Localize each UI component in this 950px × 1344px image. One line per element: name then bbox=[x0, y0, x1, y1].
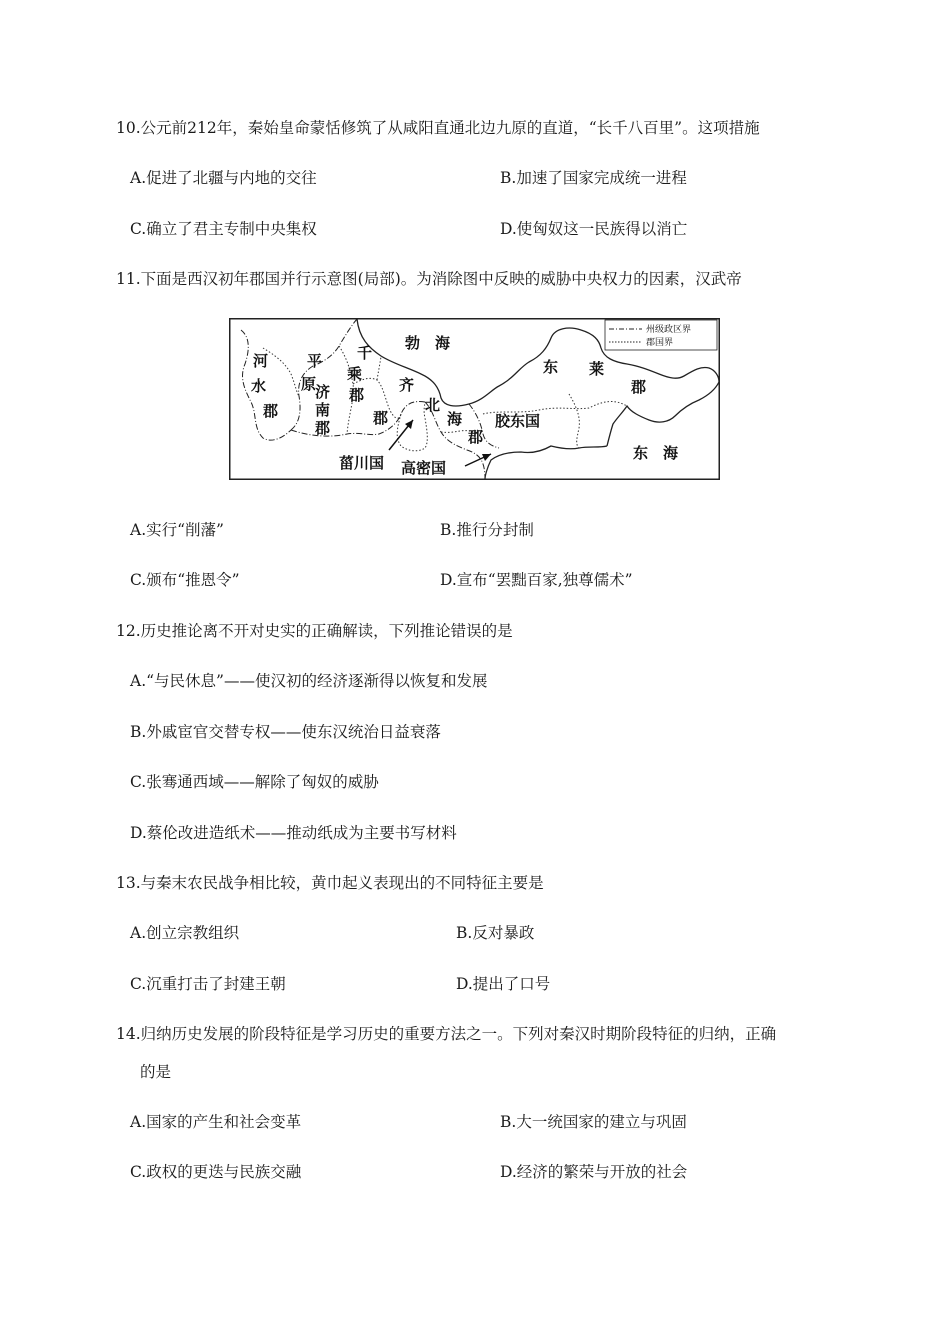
label-cheng: 乘 bbox=[347, 365, 363, 383]
label-jiaodong: 胶东国 bbox=[495, 412, 541, 430]
label-jun-c: 郡 bbox=[373, 409, 389, 427]
question-12-option-c[interactable]: C.张骞通西域——解除了匈奴的威胁 bbox=[130, 773, 379, 791]
legend-state-boundary: 州级政区界 bbox=[646, 325, 692, 335]
label-donghai: 东 海 bbox=[633, 444, 679, 462]
label-qian: 千 bbox=[357, 344, 373, 362]
question-11-option-c[interactable]: C.颁布“推恩令” bbox=[130, 571, 240, 589]
label-ping: 平 bbox=[307, 352, 323, 370]
label-gaomi: 高密国 bbox=[401, 459, 447, 477]
question-12-stem: 12.历史推论离不开对史实的正确解读，下列推论错误的是 bbox=[116, 622, 513, 640]
question-14-option-a[interactable]: A.国家的产生和社会变革 bbox=[130, 1113, 302, 1131]
label-jun-d: 郡 bbox=[468, 428, 484, 446]
label-qi: 齐 bbox=[399, 376, 415, 394]
question-13-option-a[interactable]: A.创立宗教组织 bbox=[130, 924, 240, 942]
question-11-option-a[interactable]: A.实行“削藩” bbox=[130, 521, 224, 539]
label-jun-a: 郡 bbox=[263, 402, 279, 420]
question-14-stem-cont: 的是 bbox=[140, 1063, 172, 1081]
question-13-option-b[interactable]: B.反对暴政 bbox=[456, 924, 535, 942]
question-11-option-d[interactable]: D.宣布“罢黜百家,独尊儒术” bbox=[440, 571, 633, 589]
question-10-stem: 10.公元前212年，秦始皇命蒙恬修筑了从咸阳直通北边九原的直道，“长千八百里”。这项措施 bbox=[116, 119, 760, 137]
label-jun-e: 郡 bbox=[631, 378, 647, 396]
label-donglai-2: 莱 bbox=[589, 360, 605, 378]
question-12-option-a[interactable]: A.“与民休息”——使汉初的经济逐渐得以恢复和发展 bbox=[130, 672, 488, 690]
label-donglai-1: 东 bbox=[543, 358, 559, 376]
legend-commandery-boundary: 郡国界 bbox=[646, 338, 674, 348]
question-12-option-d[interactable]: D.蔡伦改进造纸术——推动纸成为主要书写材料 bbox=[130, 824, 457, 842]
question-13-option-d[interactable]: D.提出了口号 bbox=[456, 975, 551, 993]
label-bei: 北 bbox=[425, 396, 441, 414]
label-zichuan: 菑川国 bbox=[339, 454, 385, 472]
question-10-option-d[interactable]: D.使匈奴这一民族得以消亡 bbox=[500, 220, 688, 238]
question-14-option-d[interactable]: D.经济的繁荣与开放的社会 bbox=[500, 1163, 688, 1181]
label-yuan: 原 bbox=[301, 375, 317, 393]
question-13-stem: 13.与秦末农民战争相比较，黄巾起义表现出的不同特征主要是 bbox=[116, 874, 544, 892]
question-10-option-c[interactable]: C.确立了君主专制中央集权 bbox=[130, 220, 317, 238]
question-14-option-b[interactable]: B.大一统国家的建立与巩固 bbox=[500, 1113, 687, 1131]
question-10-option-a[interactable]: A.促进了北疆与内地的交往 bbox=[130, 169, 317, 187]
label-he: 河 bbox=[253, 352, 269, 370]
question-12-option-b[interactable]: B.外戚宦官交替专权——使东汉统治日益衰落 bbox=[130, 723, 441, 741]
label-jinan-2: 南 bbox=[315, 401, 331, 419]
question-11-option-b[interactable]: B.推行分封制 bbox=[440, 521, 534, 539]
question-11-stem: 11.下面是西汉初年郡国并行示意图(局部)。为消除图中反映的威胁中央权力的因素，汉武帝 bbox=[116, 270, 742, 288]
label-hai: 海 bbox=[447, 410, 463, 428]
question-10-option-b[interactable]: B.加速了国家完成统一进程 bbox=[500, 169, 687, 187]
western-han-map bbox=[229, 318, 720, 480]
question-13-option-c[interactable]: C.沉重打击了封建王朝 bbox=[130, 975, 286, 993]
label-shui: 水 bbox=[251, 377, 267, 395]
label-jinan-3: 郡 bbox=[315, 419, 331, 437]
question-14-stem: 14.归纳历史发展的阶段特征是学习历史的重要方法之一。下列对秦汉时期阶段特征的归纳，正确 bbox=[116, 1025, 777, 1043]
question-14-option-c[interactable]: C.政权的更迭与民族交融 bbox=[130, 1163, 302, 1181]
label-bohai: 勃 海 bbox=[405, 334, 451, 352]
label-jinan-1: 济 bbox=[315, 383, 331, 401]
label-jun-b: 郡 bbox=[349, 386, 365, 404]
